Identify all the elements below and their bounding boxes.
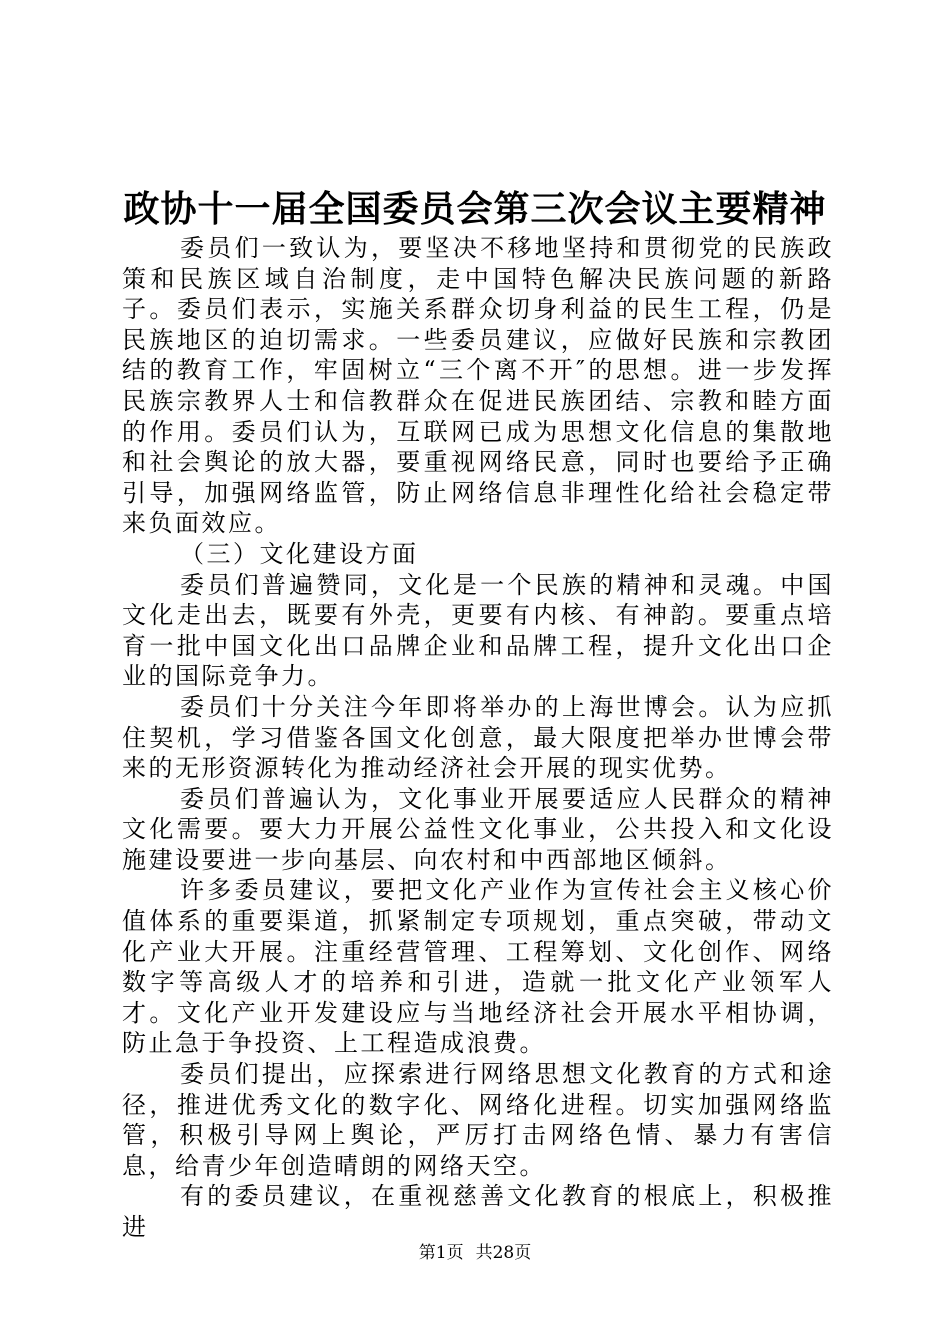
document-body <box>122 233 834 1243</box>
document-title: 政协十一届全国委员会第三次会议主要精神 <box>123 188 827 230</box>
paragraph: 委员们普遍赞同，文化是一个民族的精神和灵魂。中国文化走出去，既要有外壳，更要有内核、有神韵。要重点培育一批中国文化出口品牌企业和品牌工程，提升文化出口企业的国际竞争力。 <box>122 570 834 691</box>
page-number: 第1页 <box>418 1243 464 1263</box>
page-footer <box>0 1241 950 1265</box>
paragraph: 许多委员建议，要把文化产业作为宣传社会主义核心价值体系的重要渠道，抓紧制定专项规划，重点突破，带动文化产业大开展。注重经营管理、工程筹划、文化创作、网络数字等高级人才的培养和引进，造就一批文化产业领军人才。文化产业开发建设应与当地经济社会开展水平相协调，防止急于争投资、上工程造成浪费。 <box>122 876 834 1058</box>
paragraph: 委员们十分关注今年即将举办的上海世博会。认为应抓住契机，学习借鉴各国文化创意，最大限度把举办世博会带来的无形资源转化为推动经济社会开展的现实优势。 <box>122 692 834 783</box>
paragraph: 委员们提出，应探索进行网络思想文化教育的方式和途径，推进优秀文化的数字化、网络化进程。切实加强网络监管，积极引导网上舆论，严厉打击网络色情、暴力有害信息，给青少年创造晴朗的网络天空。 <box>122 1060 834 1180</box>
page-total: 共28页 <box>475 1243 532 1263</box>
paragraph: 有的委员建议，在重视慈善文化教育的根底上，积极推进 <box>122 1182 834 1241</box>
section-heading: （三）文化建设方面 <box>180 539 419 568</box>
paragraph: 委员们普遍认为，文化事业开展要适应人民群众的精神文化需要。要大力开展公益性文化事业，公共投入和文化设施建设要进一步向基层、向农村和中西部地区倾斜。 <box>122 784 834 874</box>
paragraph: 委员们一致认为，要坚决不移地坚持和贯彻党的民族政策和民族区域自治制度，走中国特色解决民族问题的新路子。委员们表示，实施关系群众切身利益的民生工程，仍是民族地区的迫切需求。一些委员建议，应做好民族和宗教团结的教育工作，牢固树立“三个离不开″的思想。进一步发挥民族宗教界人士和信教群众在促进民族团结、宗教和睦方面的作用。委员们认为，互联网已成为思想文化信息的集散地和社会舆论的放大器，要重视网络民意，同时也要给予正确引导，加强网络监管，防止网络信息非理性化给社会稳定带来负面效应。 <box>122 234 834 538</box>
